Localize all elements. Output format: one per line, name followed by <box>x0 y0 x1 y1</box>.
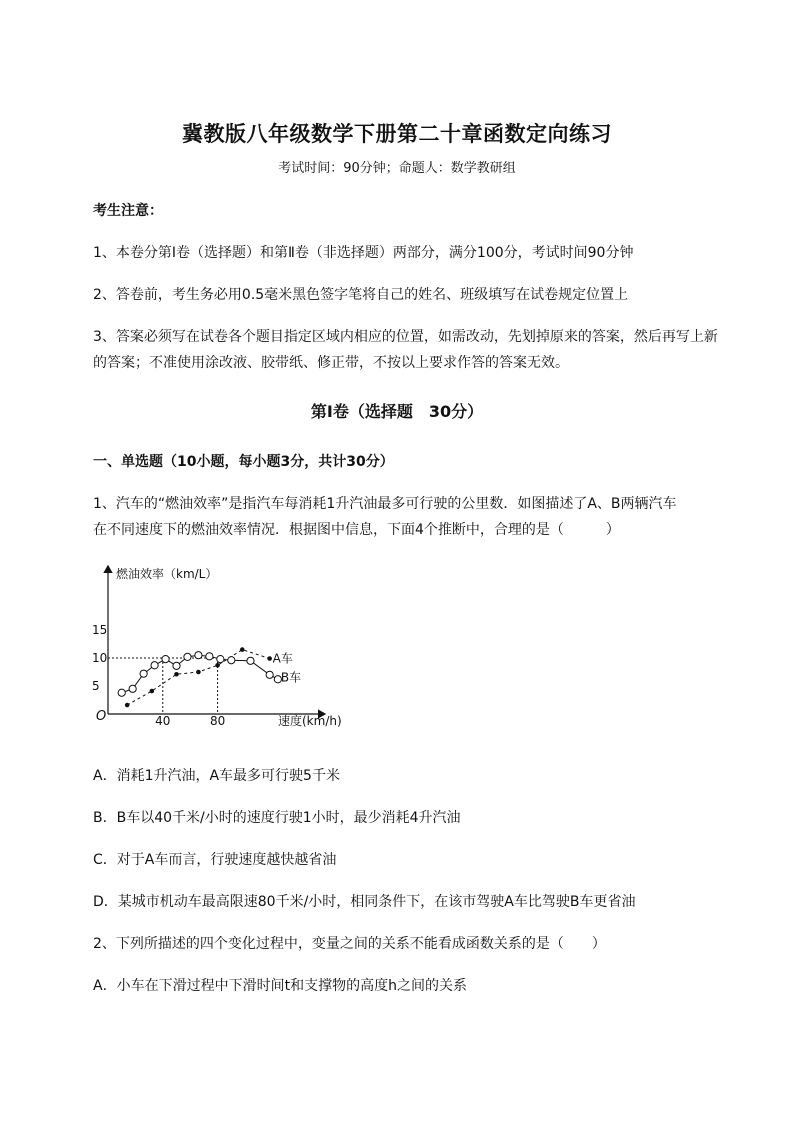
question-1-stem: 1、汽车的“燃油效率”是指汽车每消耗1升汽油最多可行驶的公里数．如图描述了A、B两辆汽车 <box>93 496 677 512</box>
notice-item: 1、本卷分第Ⅰ卷（选择题）和第Ⅱ卷（非选择题）两部分，满分100分，考试时间90分钟 <box>93 245 634 261</box>
data-point <box>206 653 213 660</box>
data-point <box>195 652 202 659</box>
notice-item: 的答案；不准使用涂改液、胶带纸、修正带，不按以上要求作答的答案无效。 <box>93 355 569 371</box>
x-axis-label: 速度(km/h) <box>278 714 342 728</box>
x-tick-label: 80 <box>209 714 226 728</box>
y-tick-label: 5 <box>92 679 100 693</box>
q1-option-d: D．某城市机动车最高限速80千米/小时，相同条件下，在该市驾驶A车比驾驶B车更省油 <box>93 894 636 910</box>
data-point <box>240 647 245 652</box>
data-point <box>162 656 169 663</box>
data-point <box>215 663 220 668</box>
exam-info: 考试时间：90分钟；命题人：数学教研组 <box>278 161 516 176</box>
y-tick-label: 10 <box>92 651 108 665</box>
q1-option-c: C．对于A车而言，行驶速度越快越省油 <box>93 852 337 868</box>
data-point <box>217 656 224 663</box>
page-title: 冀教版八年级数学下册第二十章函数定向练习 <box>182 122 612 146</box>
y-axis-label: 燃油效率（km/L） <box>116 567 218 581</box>
x-tick-label: 40 <box>155 714 171 728</box>
data-point <box>151 662 158 669</box>
y-tick-label: 15 <box>92 623 108 637</box>
data-point <box>267 656 272 661</box>
part-heading: 一、单选题（10小题，每小题3分，共计30分） <box>93 454 394 470</box>
notice-item: 3、答案必须写在试卷各个题目指定区域内相应的位置，如需改动，先划掉原来的答案，然后再写上新 <box>93 329 718 345</box>
q1-option-b: B．B车以40千米/小时的速度行驶1小时，最少消耗4升汽油 <box>93 810 461 826</box>
fuel-efficiency-chart <box>90 560 350 740</box>
question-1-stem: 在不同速度下的燃油效率情况．根据图中信息，下面4个推断中，合理的是（ ） <box>93 522 620 538</box>
data-point <box>173 662 180 669</box>
q1-option-a: A．消耗1升汽油，A车最多可行驶5千米 <box>93 768 340 784</box>
series-label-a: A车 <box>272 651 293 666</box>
origin-label: O <box>96 709 107 724</box>
data-point <box>184 653 191 660</box>
data-point <box>150 689 155 694</box>
data-point <box>118 689 125 696</box>
notice-heading: 考生注意： <box>93 203 163 219</box>
question-2-stem: 2、下列所描述的四个变化过程中，变量之间的关系不能看成函数关系的是（ ） <box>93 936 606 952</box>
data-point <box>125 703 130 708</box>
data-point <box>129 685 136 692</box>
data-point <box>196 670 201 675</box>
data-point <box>228 657 235 664</box>
notice-item: 2、答卷前，考生务必用0.5毫米黑色签字笔将自己的姓名、班级填写在试卷规定位置上 <box>93 287 629 303</box>
data-point <box>266 671 273 678</box>
data-point <box>247 657 254 664</box>
series-label-b: B车 <box>280 670 302 685</box>
data-point <box>140 670 147 677</box>
q2-option-a: A．小车在下滑过程中下滑时间t和支撑物的高度h之间的关系 <box>93 978 467 994</box>
section-title: 第Ⅰ卷（选择题 30分） <box>310 402 484 421</box>
data-point <box>174 672 179 677</box>
